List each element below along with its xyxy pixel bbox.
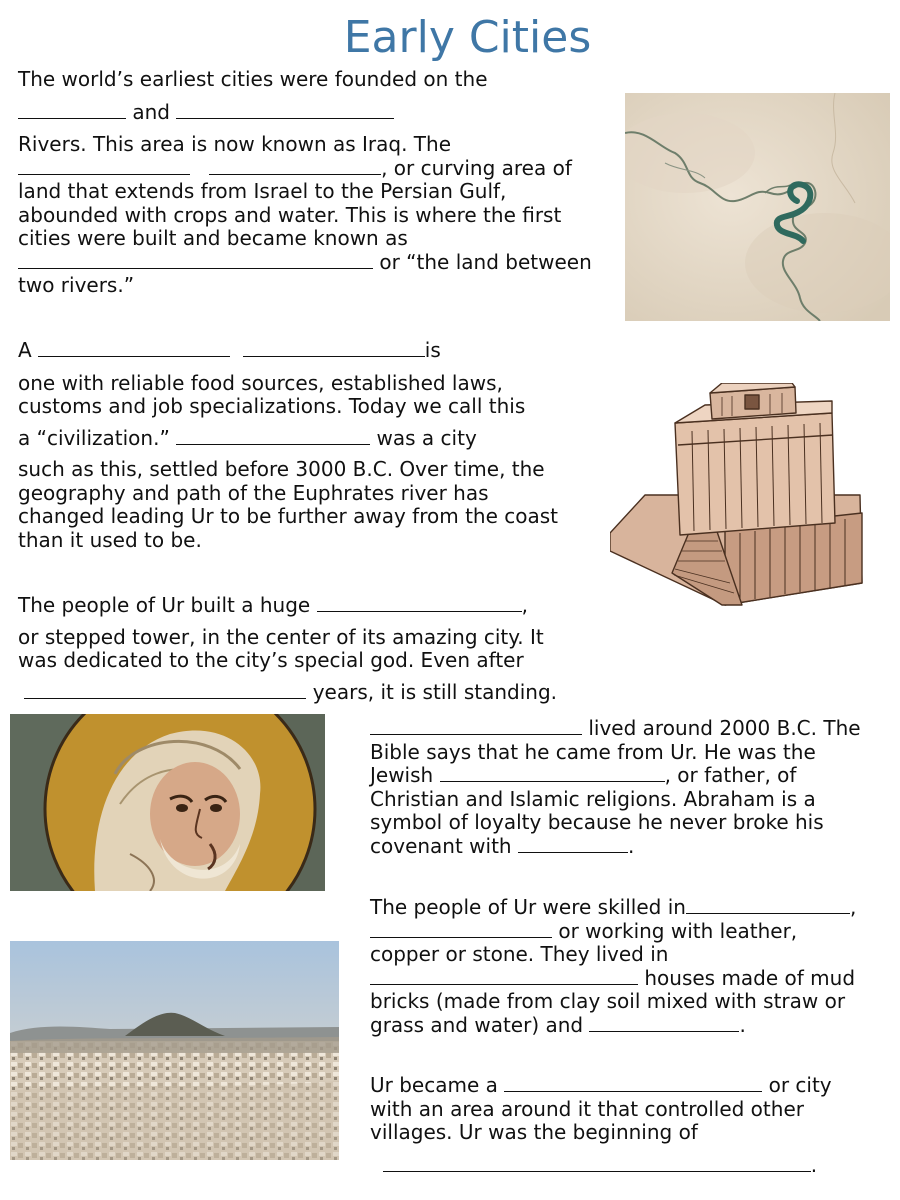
- text-line: years, it is still standing.: [18, 681, 557, 705]
- page-title: Early Cities: [343, 12, 592, 63]
- text-line: Rivers. This area is now known as Iraq. The: [18, 132, 451, 156]
- answer-blank[interactable]: [440, 764, 665, 782]
- answer-blank[interactable]: [518, 835, 628, 853]
- text-line: villages. Ur was the beginning of: [370, 1120, 698, 1144]
- text-line: one with reliable food sources, established laws,: [18, 370, 503, 395]
- answer-blank[interactable]: [38, 339, 230, 357]
- answer-blank[interactable]: [209, 157, 381, 175]
- text-line: Ur became a or city: [370, 1073, 832, 1097]
- answer-blank[interactable]: [370, 717, 582, 735]
- text-line: covenant with .: [370, 833, 635, 858]
- text-line: bricks (made from clay soil mixed with straw or: [370, 989, 846, 1013]
- text-line: or “the land between: [18, 251, 592, 275]
- text-line: with an area around it that controlled other: [370, 1096, 804, 1121]
- text-line: copper or stone. They lived in: [370, 942, 669, 966]
- answer-blank[interactable]: [370, 967, 638, 985]
- text-line: The people of Ur were skilled in ,: [370, 895, 857, 919]
- answer-blank[interactable]: [243, 339, 425, 357]
- answer-blank[interactable]: [383, 1154, 811, 1172]
- answer-blank[interactable]: [18, 157, 190, 175]
- city-photo: [10, 941, 339, 1160]
- text-line: than it used to be.: [18, 527, 202, 552]
- text-line: changed leading Ur to be further away from the coast: [18, 504, 558, 528]
- text-line: symbol of loyalty because he never broke his: [370, 810, 824, 834]
- text-line: .: [370, 1154, 832, 1178]
- paragraph-rivers: [18, 68, 592, 298]
- answer-blank[interactable]: [18, 101, 126, 119]
- text-line: Bible says that he came from Ur. He was the: [370, 739, 816, 764]
- answer-blank[interactable]: [589, 1014, 739, 1032]
- text-line: Christian and Islamic religions. Abraham is a: [370, 786, 816, 811]
- answer-blank[interactable]: [176, 427, 370, 445]
- paragraph-ziggurat: [18, 594, 557, 704]
- answer-blank[interactable]: [18, 251, 373, 269]
- text-line: such as this, settled before 3000 B.C. Over time, the: [18, 457, 545, 481]
- text-line: a “civilization.” was a city: [18, 425, 477, 450]
- paragraph-crafts: [370, 896, 856, 1037]
- answer-blank[interactable]: [370, 920, 552, 938]
- text-line: and: [18, 101, 592, 125]
- text-line: geography and path of the Euphrates river has: [18, 480, 489, 505]
- text-line: grass and water) and .: [370, 1012, 746, 1037]
- text-line: abounded with crops and water. This is where the first: [18, 202, 562, 227]
- text-line: , or curving area of: [18, 157, 592, 181]
- text-line: The people of Ur built a huge ,: [18, 593, 528, 617]
- answer-blank[interactable]: [686, 896, 850, 914]
- text-line: customs and job specializations. Today we call this: [18, 394, 526, 418]
- text-line: or stepped tower, in the center of its amazing city. It: [18, 624, 544, 649]
- ziggurat-illustration: [610, 383, 870, 613]
- text-line: The world’s earliest cities were founded on the: [18, 67, 488, 91]
- answer-blank[interactable]: [176, 101, 394, 119]
- text-line: two rivers.”: [18, 273, 135, 297]
- answer-blank[interactable]: [504, 1074, 762, 1092]
- text-line: Jewish , or father, of: [370, 763, 797, 787]
- text-line: was dedicated to the city’s special god. Even after: [18, 648, 524, 672]
- text-line: A is: [18, 338, 441, 362]
- text-line: land that extends from Israel to the Persian Gulf,: [18, 179, 507, 203]
- paragraph-city-state: [370, 1074, 832, 1177]
- answer-blank[interactable]: [24, 681, 306, 699]
- answer-blank[interactable]: [317, 594, 522, 612]
- text-line: lived around 2000 B.C. The: [370, 717, 861, 741]
- satellite-river-image: [625, 93, 890, 321]
- abraham-fresco-image: [10, 714, 325, 891]
- text-line: cities were built and became known as: [18, 226, 408, 250]
- paragraph-civilization: [18, 339, 558, 552]
- text-line: or working with leather,: [370, 920, 856, 944]
- text-line: houses made of mud: [370, 967, 856, 991]
- paragraph-abraham: [370, 717, 861, 858]
